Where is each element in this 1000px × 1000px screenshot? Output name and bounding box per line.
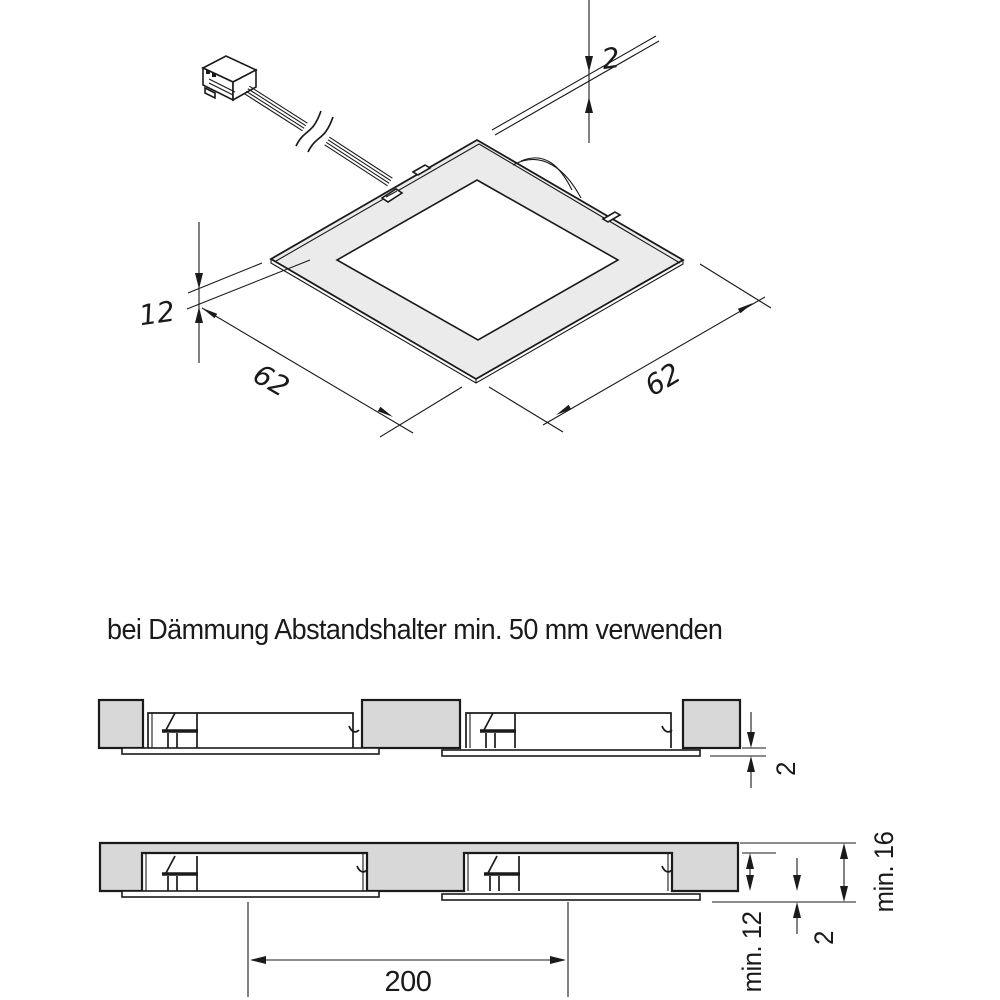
cross-section-spacers: [99, 700, 766, 788]
dim-label-thickness: 2: [599, 40, 623, 77]
dim-label-sec1-flange: 2: [770, 762, 801, 776]
dim-label-side: 62: [638, 356, 687, 403]
dim-thickness-lines: [492, 0, 659, 143]
cable-connector: [203, 56, 256, 100]
dim-recess-depth-lines: [187, 222, 310, 363]
ribbon-cable: [245, 86, 393, 186]
spring-clip-icon: [162, 856, 198, 891]
spring-clip-icon: [162, 713, 198, 748]
dim-min-depth-lines: [742, 853, 776, 891]
dim-label-width: 62: [247, 357, 295, 404]
dim-label-recess-depth: 12: [136, 294, 177, 333]
dim-min-thickness-lines: [740, 843, 856, 902]
dim-label-min-thickness: min. 16: [868, 831, 899, 913]
dim-label-sec2-flange: 2: [808, 931, 839, 945]
dim-label-min-depth: min. 12: [736, 911, 767, 993]
dim-label-spacing: 200: [384, 965, 432, 998]
panel-body: [271, 140, 683, 383]
spring-clip-icon: [484, 856, 520, 891]
insulation-note: bei Dämmung Abstandshalter min. 50 mm verwenden: [107, 614, 723, 646]
spring-clip-icon: [480, 713, 516, 748]
